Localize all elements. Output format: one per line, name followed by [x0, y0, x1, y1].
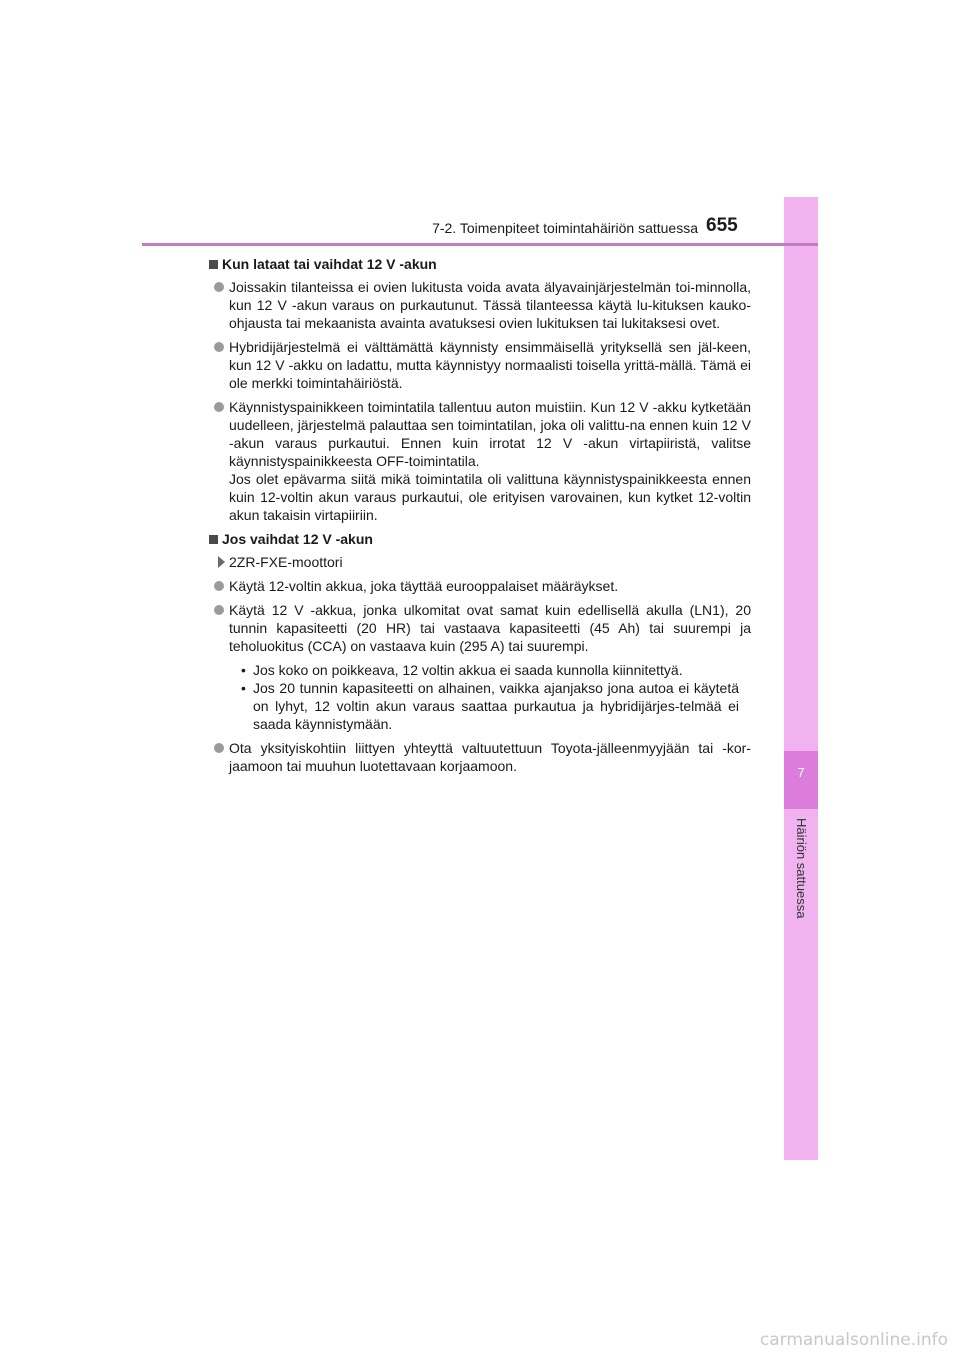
chapter-marker — [784, 751, 818, 809]
circle-bullet-icon — [214, 581, 224, 591]
square-bullet-icon — [209, 535, 218, 544]
page-number: 655 — [706, 215, 738, 236]
square-bullet-icon — [209, 260, 218, 269]
chapter-number: 7 — [797, 765, 805, 780]
header-rule — [142, 243, 818, 246]
circle-bullet-icon — [214, 605, 224, 615]
circle-bullet-icon — [214, 342, 224, 352]
header-section-title: 7-2. Toimenpiteet toimintahäiriön sattuessa — [432, 220, 698, 236]
engine-label: 2ZR-FXE-moottori — [209, 553, 751, 571]
circle-bullet-icon — [214, 402, 224, 412]
dot-bullet-icon: • — [241, 680, 246, 696]
list-item: Käytä 12-voltin akkua, joka täyttää eurooppalaiset määräykset. — [209, 577, 751, 595]
chapter-side-tab — [784, 197, 818, 1160]
section-heading-replacing: Jos vaihdat 12 V -akun — [209, 530, 751, 548]
circle-bullet-icon — [214, 282, 224, 292]
chapter-title: Häiriön sattuessa — [794, 818, 809, 919]
section-heading-charging: Kun lataat tai vaihdat 12 V -akun — [209, 255, 751, 273]
list-item: Joissakin tilanteissa ei ovien lukitusta voida avata älyavainjärjestelmän toi-minnolla, kun 12 V -akun varaus on purkautunut. Tässä tilanteessa käytä lu-kituksen kauko-ohjausta tai mekaanista avainta avatuksesi ovien lukituksen tai lukitaksesi ovet. — [209, 278, 751, 332]
list-item: Hybridijärjestelmä ei välttämättä käynnisty ensimmäisellä yrityksellä sen jäl-keen, kun 12 V -akku on ladattu, mutta käynnistyy normaalisti toisella yrittä-mällä. Tämä ei ole merkki toimintahäiriöstä. — [209, 338, 751, 392]
circle-bullet-icon — [214, 743, 224, 753]
list-item: Käynnistyspainikkeen toimintatila tallentuu auton muistiin. Kun 12 V -akku kytketään uudelleen, järjestelmä palauttaa sen toimintatilan, joka oli valittu-na ennen kuin 12 V -akun varaus purkautui. Ennen kuin irrotat 12 V -akun virtapiiristä, valitse käynnistyspainikkeesta OFF-toimintatila. Jos olet epävarma siitä mikä toimintatila oli valittuna käynnistyspainikkeesta ennen kuin 12-voltin akun varaus purkautui, ole erityisen varovainen, kun kytket 12-voltin akun takaisin virtapiiriin. — [209, 398, 751, 524]
list-item: Käytä 12 V -akkua, jonka ulkomitat ovat samat kuin edellisellä akulla (LN1), 20 tunnin kapasiteetti (20 HR) tai vastaava kapasiteetti (45 Ah) tai suurempi ja teholuokitus (CCA) on vastaava kuin (295 A) tai suurempi. — [209, 601, 751, 655]
watermark: carmanualsonline.info — [759, 1330, 948, 1350]
dot-bullet-icon: • — [241, 662, 246, 678]
sub-list-item: • Jos 20 tunnin kapasiteetti on alhainen, vaikka ajanjakso jona autoa ei käytetä on lyhyt, 12 voltin akun varaus saattaa purkautua ja hybridijärjes-telmää ei saada käynnistymään. — [241, 680, 739, 732]
page-content — [209, 255, 751, 781]
triangle-arrow-icon — [218, 556, 225, 568]
list-item: Ota yksityiskohtiin liittyen yhteyttä valtuutettuun Toyota-jälleenmyyjään tai -kor-jaamoon tai muuhun luotettavaan korjaamoon. — [209, 739, 751, 775]
sub-list-item: • Jos koko on poikkeava, 12 voltin akkua ei saada kunnolla kiinnitettyä. — [241, 662, 683, 678]
